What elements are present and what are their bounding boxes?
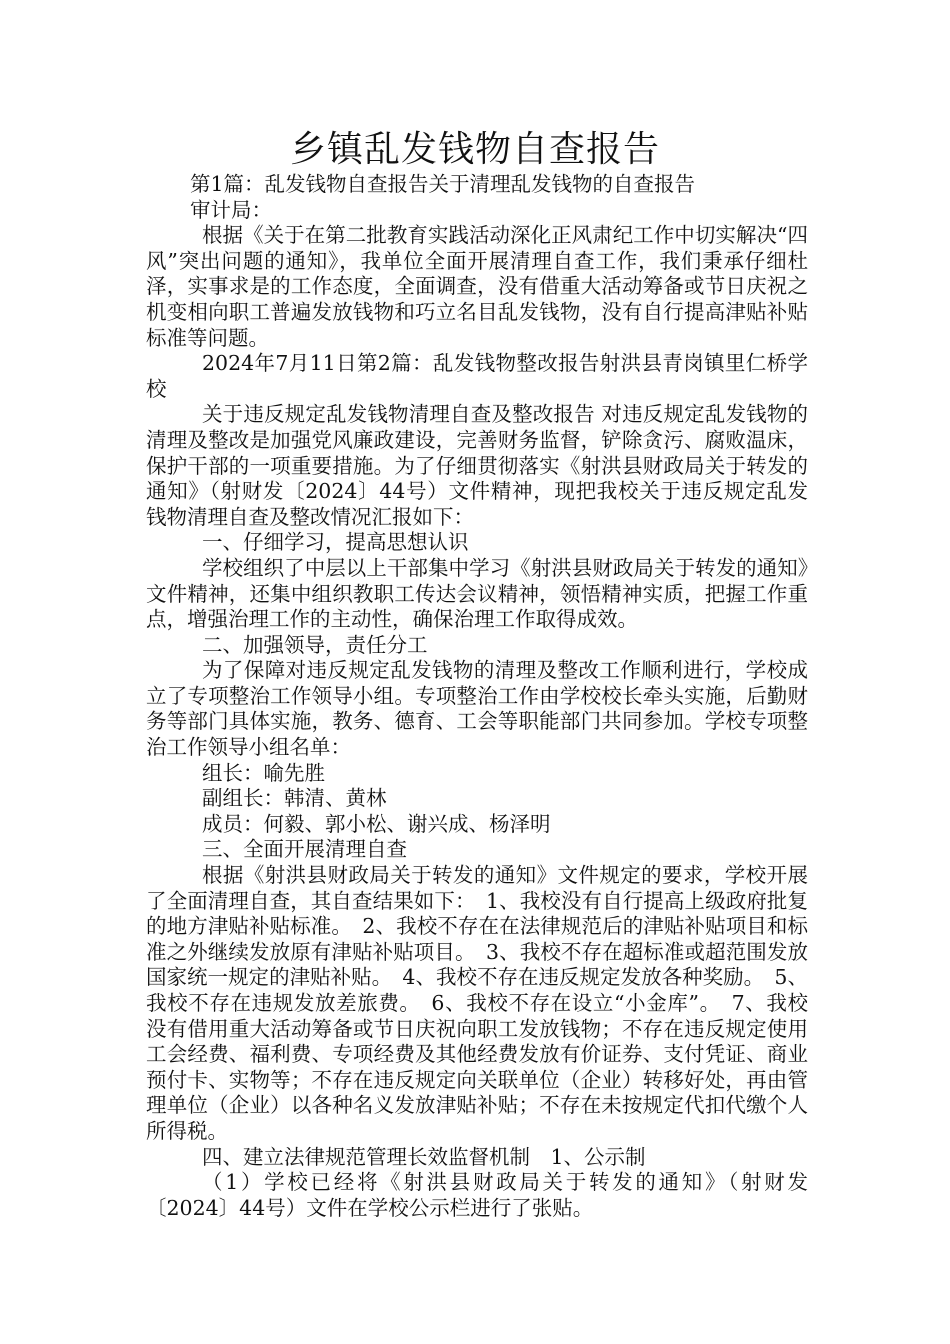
heading-supervision: 四、建立法律规范管理长效监督机制 1、公示制 — [202, 1144, 646, 1169]
document-title: 乡镇乱发钱物自查报告 — [289, 129, 660, 170]
section-heading-2: 2024年7月11日第2篇：乱发钱物整改报告射洪县青岗镇里仁桥学校 — [146, 351, 808, 401]
paragraph-publicity: （1）学校已经将《射洪县财政局关于转发的通知》（射财发〔2024〕44号）文件在学校公示栏进行了张贴。 — [146, 1170, 808, 1220]
paragraph-study: 学校组织了中层以上干部集中学习《射洪县财政局关于转发的通知》文件精神，还集中组织教职工传达会议精神，领悟精神实质，把握工作重点，增强治理工作的主动性，确保治理工作取得成效。 — [146, 555, 808, 632]
document-body — [146, 172, 808, 1221]
members-line: 成员：何毅、郭小松、谢兴成、杨泽明 — [202, 811, 551, 836]
addressee: 审计局： — [190, 197, 272, 222]
paragraph-report-intro: 关于违反规定乱发钱物清理自查及整改报告 对违反规定乱发钱物的清理及整改是加强党风廉政建设，完善财务监督，铲除贪污、腐败温床，保护干部的一项重要措施。为了仔细贯彻落实《射洪县财政局关于转发的通知》（射财发〔2024〕44号）文件精神，现把我校关于违反规定乱发钱物清理自查及整改情况汇报如下： — [146, 402, 808, 529]
leader-line: 组长：喻先胜 — [202, 760, 325, 785]
paragraph-self-inspection: 根据《射洪县财政局关于转发的通知》文件规定的要求，学校开展了全面清理自查，其自查结果如下： 1、我校没有自行提高上级政府批复的地方津贴补贴标准。 2、我校不存在在法律规范后的津贴补贴项目和标准之外继续发放原有津贴补贴项目。 3、我校不存在超标准或超范围发放国家统一规定的津贴补贴。 4、我校不存在违反规定发放各种奖励。 5、我校不存在违规发放差旅费。 6、我校不存在设立“小金库”。 7、我校没有借用重大活动筹备或节日庆祝向职工发放钱物；不存在违反规定使用工会经费、福利费、专项经费及其他经费发放有价证券、支付凭证、商业预付卡、实物等；不存在违反规定向关联单位（企业）转移好处，再由管理单位（企业）以各种名义发放津贴补贴；不存在未按规定代扣代缴个人所得税。 — [146, 863, 808, 1143]
paragraph-leadership: 为了保障对违反规定乱发钱物的清理及整改工作顺利进行，学校成立了专项整治工作领导小组。专项整治工作由学校校长牵头实施，后勤财务等部门具体实施，教务、德育、工会等职能部门共同参加。学校专项整治工作领导小组名单： — [146, 658, 808, 760]
heading-self-inspection: 三、全面开展清理自查 — [202, 837, 407, 862]
deputy-leader-line: 副组长：韩清、黄林 — [202, 786, 387, 811]
heading-study: 一、仔细学习，提高思想认识 — [202, 530, 469, 555]
section-heading-1: 第1篇：乱发钱物自查报告关于清理乱发钱物的自查报告 — [190, 172, 696, 196]
heading-leadership: 二、加强领导，责任分工 — [202, 632, 428, 657]
paragraph-intro: 根据《关于在第二批教育实践活动深化正风肃纪工作中切实解决“四风”突出问题的通知》，我单位全面开展清理自查工作，我们秉承仔细杜泽，实事求是的工作态度，全面调查，没有借重大活动筹备或节日庆祝之机变相向职工普遍发放钱物和巧立名目乱发钱物，没有自行提高津贴补贴标准等问题。 — [146, 223, 808, 350]
